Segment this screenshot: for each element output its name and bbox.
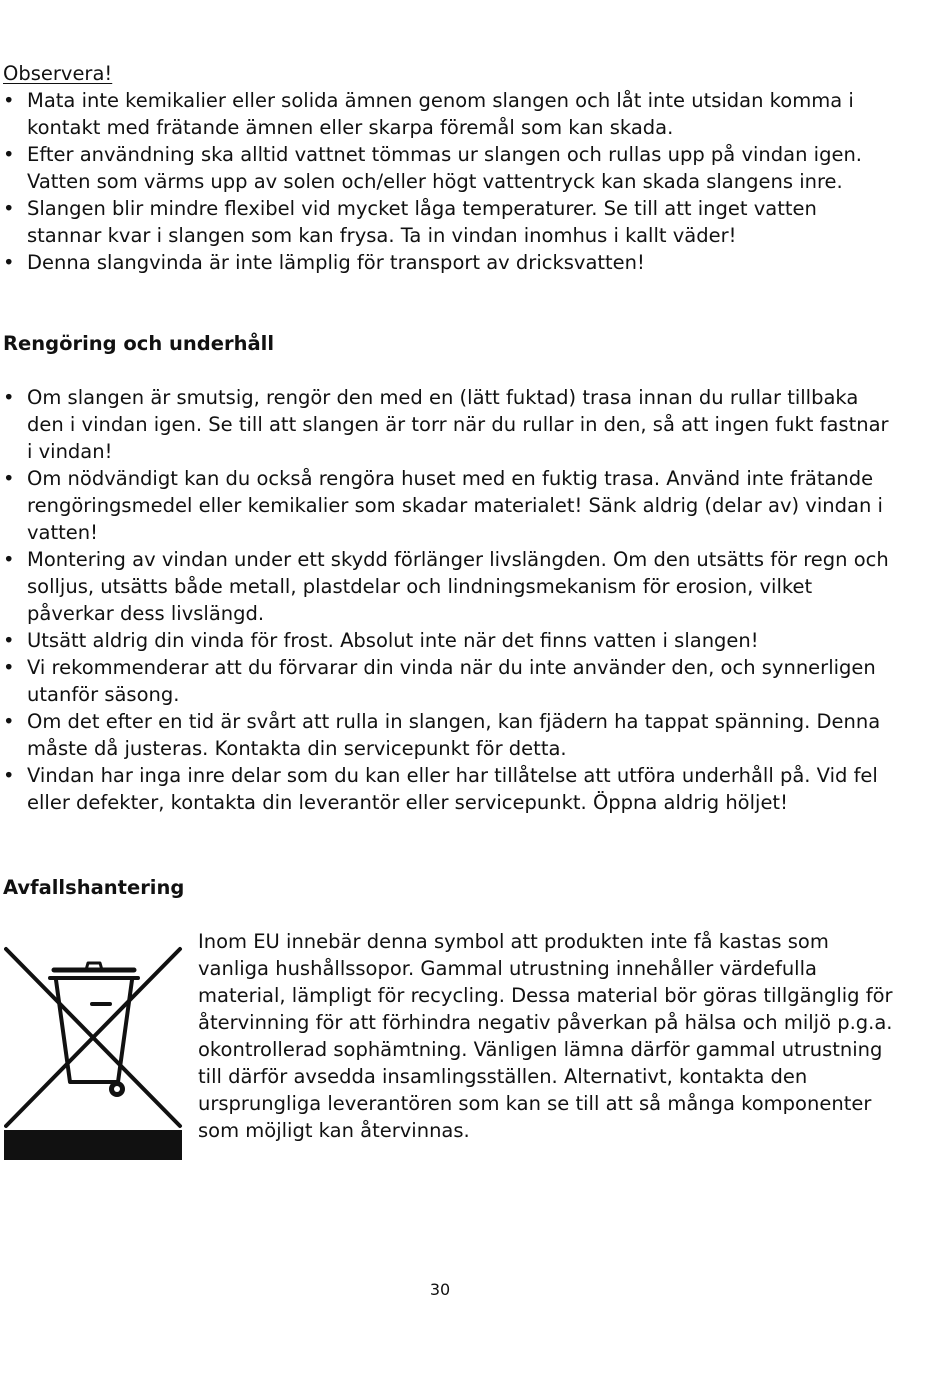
list-item-text: Om slangen är smutsig, rengör den med en (lätt fuktad) trasa innan du rullar tillbaka den i vindan igen. Se till att slangen är torr när du rullar in den, så att ingen fukt fastnar i vindan!	[27, 386, 889, 463]
list-item-text: Utsätt aldrig din vinda för frost. Absolut inte när det finns vatten i slangen!	[27, 629, 759, 652]
list-item	[3, 195, 893, 249]
list-item	[3, 465, 893, 546]
list-item	[3, 249, 893, 276]
bullet-icon: •	[3, 629, 15, 652]
list-item	[3, 141, 893, 195]
bullet-icon: •	[3, 656, 15, 679]
waste-description: Inom EU innebär denna symbol att produkten inte få kastas som vanliga hushållssopor. Gammal utrustning innehåller värdefulla material, lämpligt för recycling. Dessa material bör göras tillgänglig för återvinning för att förhindra negativ påverkan på hälsa och miljö p.g.a. okontrollerad sophämtning. Vänligen lämna därför gammal utrustning till därför avsedda insamlingsställen. Alternativt, kontakta den ursprungliga leverantören som kan se till att så många komponenter som möjligt kan återvinnas.	[198, 930, 893, 1142]
list-item	[3, 384, 893, 465]
observe-label: Observera!	[3, 62, 113, 85]
bullet-icon: •	[3, 710, 15, 733]
bullet-icon: •	[3, 386, 15, 409]
list-item-text: Mata inte kemikalier eller solida ämnen genom slangen och låt inte utsidan komma i kontakt med frätande ämnen eller skarpa föremål som kan skada.	[27, 89, 854, 139]
bullet-icon: •	[3, 89, 15, 112]
observe-list	[3, 87, 893, 276]
list-item	[3, 654, 893, 708]
bullet-icon: •	[3, 143, 15, 166]
bullet-icon: •	[3, 764, 15, 787]
bullet-icon: •	[3, 548, 15, 571]
list-item	[3, 762, 893, 816]
waste-heading: Avfallshantering	[3, 876, 185, 899]
list-item-text: Denna slangvinda är inte lämplig för transport av dricksvatten!	[27, 251, 645, 274]
cleaning-list	[3, 384, 893, 816]
bullet-icon: •	[3, 197, 15, 220]
bullet-icon: •	[3, 467, 15, 490]
list-item-text: Slangen blir mindre flexibel vid mycket låga temperaturer. Se till att inget vatten stannar kvar i slangen som kan frysa. Ta in vindan inomhus i kallt väder!	[27, 197, 817, 247]
list-item	[3, 627, 893, 654]
cleaning-heading: Rengöring och underhåll	[3, 332, 275, 355]
list-item	[3, 546, 893, 627]
crossed-out-wheeled-bin-icon	[4, 922, 184, 1162]
list-item-text: Om nödvändigt kan du också rengöra huset med en fuktig trasa. Använd inte frätande rengöringsmedel eller kemikalier som skadar materialet! Sänk aldrig (delar av) vindan i vatten!	[27, 467, 883, 544]
page-number: 30	[429, 1280, 451, 1299]
list-item-text: Montering av vindan under ett skydd förlänger livslängden. Om den utsätts för regn och solljus, utsätts både metall, plastdelar och lindningsmekanism för erosion, vilket påverkar dess livslängd.	[27, 548, 889, 625]
list-item-text: Om det efter en tid är svårt att rulla in slangen, kan fjädern ha tappat spänning. Denna måste då justeras. Kontakta din servicepunkt för detta.	[27, 710, 881, 760]
bullet-icon: •	[3, 251, 15, 274]
list-item-text: Efter användning ska alltid vattnet tömmas ur slangen och rullas upp på vindan igen. Vatten som värms upp av solen och/eller högt vattentryck kan skada slangens inre.	[27, 143, 862, 193]
list-item-text: Vindan har inga inre delar som du kan eller har tillåtelse att utföra underhåll på. Vid fel eller defekter, kontakta din leverantör eller servicepunkt. Öppna aldrig höljet!	[27, 764, 878, 814]
list-item	[3, 87, 893, 141]
list-item	[3, 708, 893, 762]
list-item-text: Vi rekommenderar att du förvarar din vinda när du inte använder den, och synnerligen utanför säsong.	[27, 656, 876, 706]
